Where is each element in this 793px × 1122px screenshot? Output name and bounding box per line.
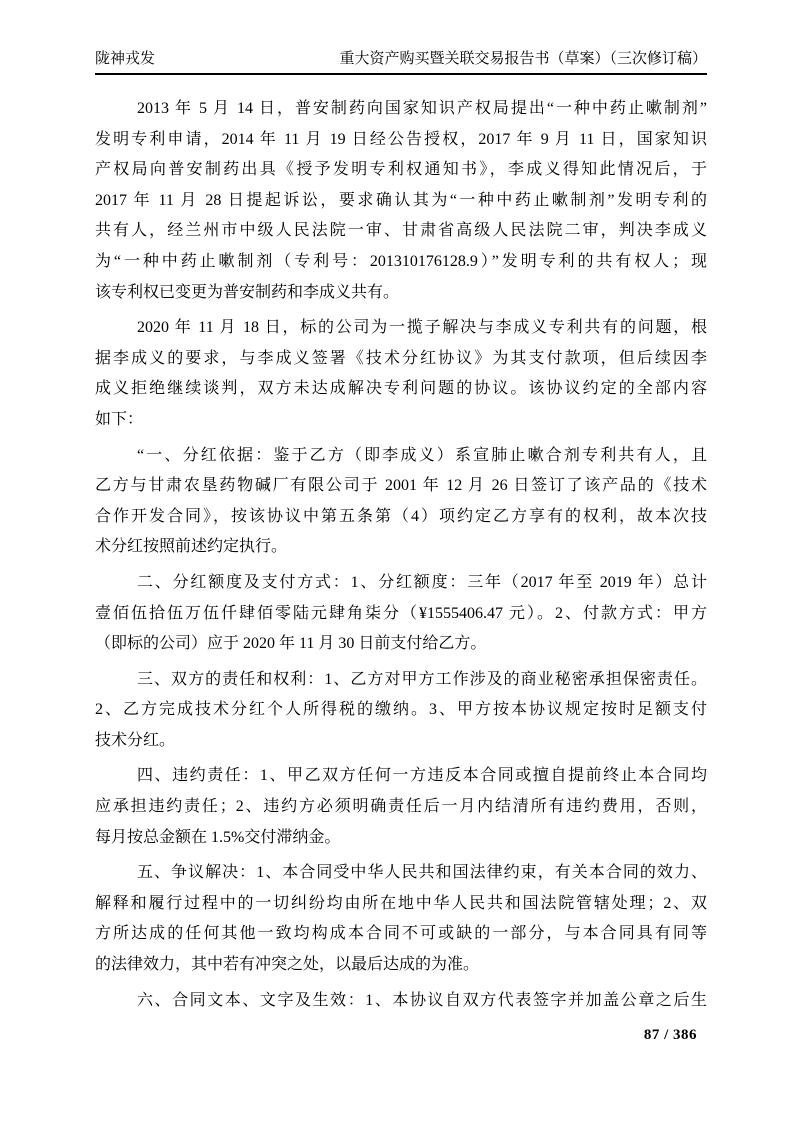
header-report-title: 重大资产购买暨关联交易报告书（草案）（三次修订稿） [339, 51, 707, 67]
page-footer [644, 1026, 697, 1045]
text-line: 技术分红。 [95, 731, 176, 749]
text-line: 2、乙方完成技术分红个人所得税的缴纳。3、甲方按本协议规定按时足额支付 [95, 701, 707, 719]
document-body [95, 94, 707, 1016]
text-line: 产权局向普安制药出具《授予发明专利权通知书》，李成义得知此情况后，于 [95, 161, 707, 179]
paragraph-clause-1-dividend-basis [95, 441, 707, 563]
page-header [95, 50, 707, 75]
page-number: 87 / 386 [643, 1027, 697, 1043]
text-line: 方所达成的任何其他一致均构成本合同不可或缺的一部分，与本合同具有同等 [95, 925, 707, 943]
text-line: 的法律效力，其中若有冲突之处，以最后达成的为准。 [95, 956, 480, 974]
text-line: 成义拒绝继续谈判，双方未达成解决专利问题的协议。该协议约定的全部内容 [95, 380, 707, 398]
text-line: 2013 年 5 月 14 日，普安制药向国家知识产权局提出“一种中药止嗽制剂” [137, 100, 707, 117]
text-line: “一、分红依据：鉴于乙方（即李成义）系宣肺止嗽合剂专利共有人，且 [137, 446, 707, 464]
text-line: 壹佰伍拾伍万伍仟肆佰零陆元肆角柒分（¥1555406.47 元）。2、付款方式：甲方 [95, 604, 707, 622]
text-line: 合作开发合同》，按该协议中第五条第（4）项约定乙方享有的权利，故本次技 [95, 507, 707, 525]
text-line: 术分红按照前述约定执行。 [95, 538, 288, 556]
text-line: 解释和履行过程中的一切纠纷均由所在地中华人民共和国法院管辖处理；2、双 [95, 894, 707, 912]
text-line: 三、双方的责任和权利：1、乙方对甲方工作涉及的商业秘密承担保密责任。 [137, 670, 707, 688]
text-line: 发明专利申请，2014 年 11 月 19 日经公告授权，2017 年 9 月 11 日，国家知识 [95, 130, 707, 148]
paragraph-patent-history [95, 94, 707, 308]
text-line: 据李成义的要求，与李成义签署《技术分红协议》为其支付款项，但后续因李 [95, 349, 707, 367]
paragraph-agreement-background [95, 313, 707, 435]
text-line: 为“一种中药止嗽制剂（专利号：201310176128.9）”发明专利的共有权人；现 [95, 252, 707, 270]
text-line: （即标的公司）应于 2020 年 11 月 30 日前支付给乙方。 [95, 635, 487, 653]
text-line: 四、违约责任：1、甲乙双方任何一方违反本合同或擅自提前终止本合同均 [137, 767, 707, 785]
text-line: 乙方与甘肃农垦药物碱厂有限公司于 2001 年 12 月 26 日签订了该产品的《技术 [95, 477, 707, 495]
text-line: 每月按总金额在 1.5%交付滞纳金。 [95, 828, 341, 846]
text-line: 应承担违约责任；2、违约方必须明确责任后一月内结清所有违约费用，否则， [95, 798, 707, 816]
text-line: 五、争议解决：1、本合同受中华人民共和国法律约束，有关本合同的效力、 [137, 864, 707, 882]
text-line: 2020 年 11 月 18 日，标的公司为一揽子解决与李成义专利共有的问题，根 [137, 319, 707, 337]
paragraph-clause-6-effectiveness [95, 986, 707, 1017]
text-line: 该专利权已变更为普安制药和李成义共有。 [95, 283, 400, 301]
text-line: 六、合同文本、文字及生效：1、本协议自双方代表签字并加盖公章之后生 [137, 991, 707, 1009]
text-line: 2017 年 11 月 28 日提起诉讼，要求确认其为“一种中药止嗽制剂”发明专利的 [95, 191, 707, 209]
text-line: 二、分红额度及支付方式：1、分红额度：三年（2017 年至 2019 年）总计 [137, 573, 707, 591]
paragraph-clause-2-amount-payment [95, 568, 707, 660]
text-line: 如下： [95, 410, 144, 428]
text-line: 共有人，经兰州市中级人民法院一审、甘肃省高级人民法院二审，判决李成义 [95, 222, 707, 240]
paragraph-clause-4-breach-liability [95, 761, 707, 853]
header-company-name: 陇神戎发 [95, 51, 156, 67]
paragraph-clause-5-dispute-resolution [95, 858, 707, 980]
paragraph-clause-3-rights-duties [95, 665, 707, 757]
